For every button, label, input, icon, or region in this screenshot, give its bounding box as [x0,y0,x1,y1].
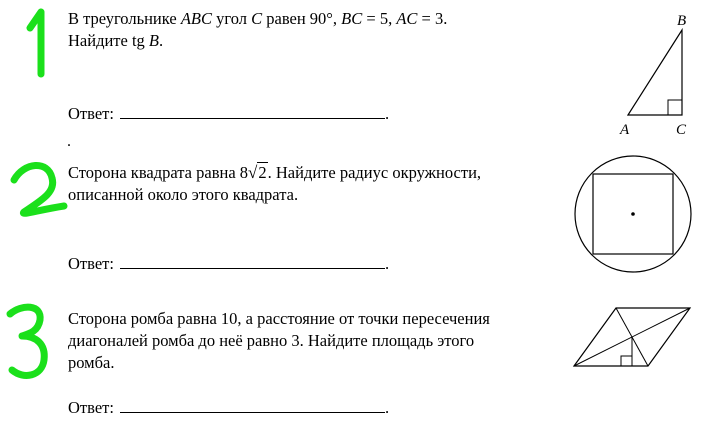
problem-3-line-2: диагоналей ромба до неё равно 3. Найдите площадь этого [68,331,475,350]
answer-line-3 [68,398,389,418]
right-angle-mark [621,356,632,366]
sqrt-expression: √2 [248,163,267,182]
text-segment: = 3. [417,9,448,28]
math-abc: ABC [180,9,212,28]
problem-1-line-2 [68,30,447,52]
answer-end: . [384,398,390,417]
vertex-label-b: B [677,13,687,29]
text-segment: Найдите tg [68,31,149,50]
stray-dot: . [67,133,71,150]
triangle-shape [628,30,682,115]
circle-square-figure [572,152,696,276]
math-c: C [251,9,263,28]
answer-end: . [384,104,390,123]
answer-label: Ответ: [68,398,114,417]
text-segment: равен 90°, [262,9,342,28]
sqrt-radicand: 2 [258,163,267,182]
vertex-label-a: A [620,122,630,138]
answer-blank[interactable] [120,104,385,119]
problem-1-line-1 [68,8,447,30]
vertex-label-c: C [676,122,687,138]
math-bc: BC [341,9,363,28]
answer-line-1 [68,104,389,124]
answer-label: Ответ: [68,104,114,123]
text-segment: В треугольнике [68,9,181,28]
rhombus-figure [570,304,700,370]
text-segment: = 5, [362,9,397,28]
right-angle-mark [668,100,682,115]
text-segment: Сторона квадрата равна [68,163,240,182]
handwritten-number-3 [10,307,44,375]
answer-blank[interactable] [120,254,385,269]
center-point [631,212,635,216]
text-segment: . [159,31,164,50]
math-b: B [148,31,160,50]
problem-3-line-3: ромба. [68,353,115,372]
problem-2-text [68,162,481,206]
problem-1-text [68,8,447,52]
answer-blank[interactable] [120,398,385,413]
math-coef: 8 [239,163,249,182]
answer-line-2 [68,254,389,274]
math-ac: AC [396,9,418,28]
answer-end: . [384,254,390,273]
problem-2-line-2: описанной около этого квадрата. [68,185,299,204]
text-segment: . Найдите радиус окружности, [267,163,482,182]
handwritten-number-2 [14,165,64,213]
problem-3-text [68,308,490,374]
problem-2-line-1 [68,162,481,184]
problem-3-line-1: Сторона ромба равна 10, а расстояние от точки пересечения [68,309,490,328]
triangle-figure [610,8,700,138]
answer-label: Ответ: [68,254,114,273]
handwritten-number-1 [30,12,41,74]
text-segment: угол [212,9,252,28]
